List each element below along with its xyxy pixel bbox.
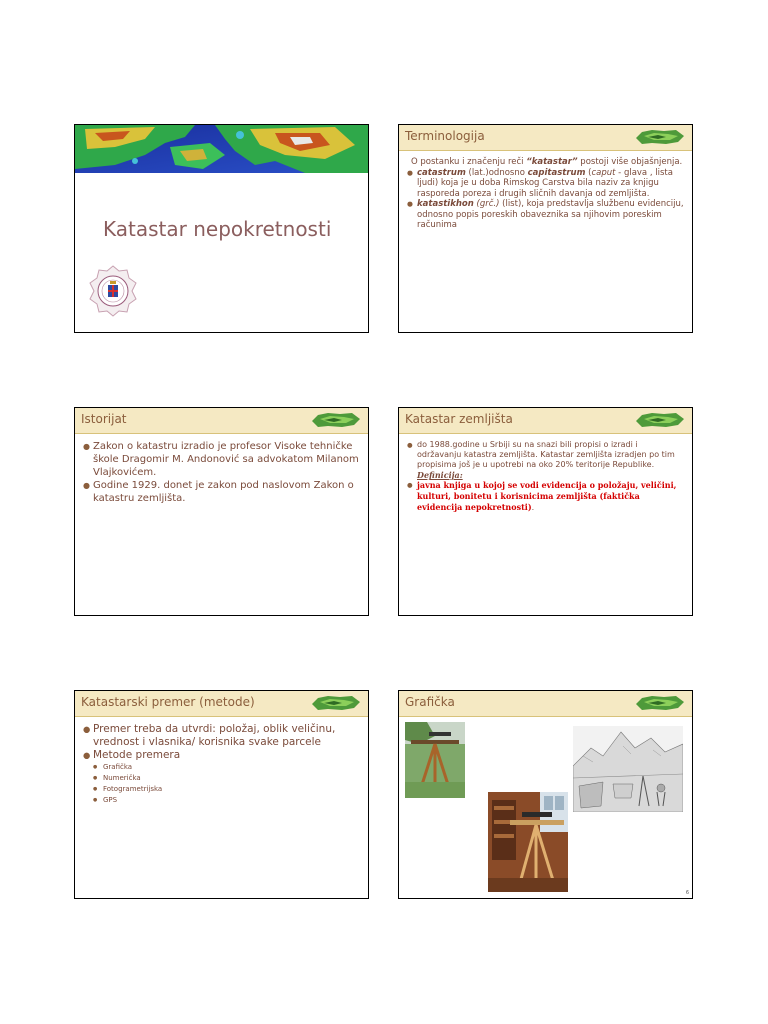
slide-heading: Grafička (405, 695, 455, 709)
bullet-definicija (407, 480, 684, 513)
slide-body (75, 717, 368, 806)
intro-term: “katastar” (526, 157, 578, 167)
sub-item-numericka: ● Numerička (83, 773, 360, 784)
intro-text-b: postoji više objašnjenja. (577, 157, 683, 167)
green-leaf-map-icon (310, 694, 362, 712)
slide-header (399, 691, 692, 717)
bullet-propisi: ● do 1988.godine u Srbiji su na snazi bili propisi o izradi i održavanju katastra zemljišta. Katastar zemljišta izradjen po tim propisima još je u upotrebi na oko 20% teritorije Republike. (407, 440, 684, 470)
slide-heading: Katastar zemljišta (405, 412, 513, 426)
bullet-katastikhon (407, 199, 684, 231)
intro-text-a: O postanku i značenju reči (411, 157, 527, 167)
slide-istorijat (74, 407, 369, 616)
slide-header (399, 125, 692, 151)
sub-item-fotogrametrijska: ● Fotogrametrijska (83, 784, 360, 795)
bullet-metode: ● Metode premera (83, 749, 360, 762)
definition-end: . (531, 503, 535, 512)
term-katastikhon: katastikhon (417, 199, 474, 209)
definition-text: javna knjiga u kojoj se vodi evidencija o položaju, veličini, kulturi, bonitetu i korisnicima zemljišta (faktička evidencija nepokretnosti) (417, 480, 677, 512)
slide-header (75, 408, 368, 434)
green-leaf-map-icon (634, 128, 686, 146)
bullet-premer: ● Premer treba da utvrdi: položaj, oblik veličinu, vrednost i vlasnika/ korisnika svake parcele (83, 723, 360, 749)
sub-item-gps: ● GPS (83, 795, 360, 806)
slide-header (75, 691, 368, 717)
slide-terminologija (398, 124, 693, 333)
slide-header (399, 408, 692, 434)
slide-body (399, 434, 692, 513)
term-capitastrum: capitastrum (527, 167, 586, 178)
slide-heading: Katastarski premer (metode) (81, 695, 255, 709)
bullet-catastrum-c: - glava , lista ljudi) koja je u doba Rimskog Carstva bila naziv za knjigu rasporeda poreza i drugih sličnih davanja od zemljišta. (417, 167, 673, 199)
slide-title-text: Katastar nepokretnosti (103, 217, 332, 241)
bullet-catastrum (407, 168, 684, 200)
term-caput: caput (591, 167, 616, 178)
page-number: 6 (685, 890, 689, 896)
bullet-catastrum-a: (lat.)odnosno (465, 167, 528, 178)
bullet-catastrum-b: ( (585, 167, 592, 178)
plane-table-indoor-photo (488, 792, 568, 892)
term-catastrum: catastrum (417, 167, 466, 178)
bullet-zakon-autor: ● Zakon o katastru izradio je profesor Visoke tehničke škole Dragomir M. Andonović sa advokatom Milanom Vlajkovićem. (83, 440, 360, 479)
green-leaf-map-icon (310, 411, 362, 429)
slide-title (74, 124, 369, 333)
bullet-zakon-1929: ● Godine 1929. donet je zakon pod naslovom Zakon o katastru zemljišta. (83, 479, 360, 505)
slide-body (399, 151, 692, 231)
green-leaf-map-icon (634, 411, 686, 429)
historic-survey-engraving (573, 726, 683, 812)
slide-katastar-zemljista (398, 407, 693, 616)
sub-item-graficka: ● Grafička (83, 762, 360, 773)
slide-heading: Terminologija (405, 129, 485, 143)
slide-body (75, 434, 368, 505)
slide-heading: Istorijat (81, 412, 127, 426)
term-grc: (grč.) (473, 199, 500, 209)
green-leaf-map-icon (634, 694, 686, 712)
slide-premer-metode (74, 690, 369, 899)
university-seal-icon (89, 265, 137, 317)
definition-label: Definicija: (417, 470, 463, 480)
bullet-katastikhon-a: (list), koja predstavlja službenu evidenciju, odnosno popis poreskih obaveznika sa njihovim poreskim računima (417, 199, 684, 230)
relief-map-banner (75, 125, 368, 173)
slide-graficka (398, 690, 693, 899)
plane-table-outdoor-photo (405, 722, 465, 798)
